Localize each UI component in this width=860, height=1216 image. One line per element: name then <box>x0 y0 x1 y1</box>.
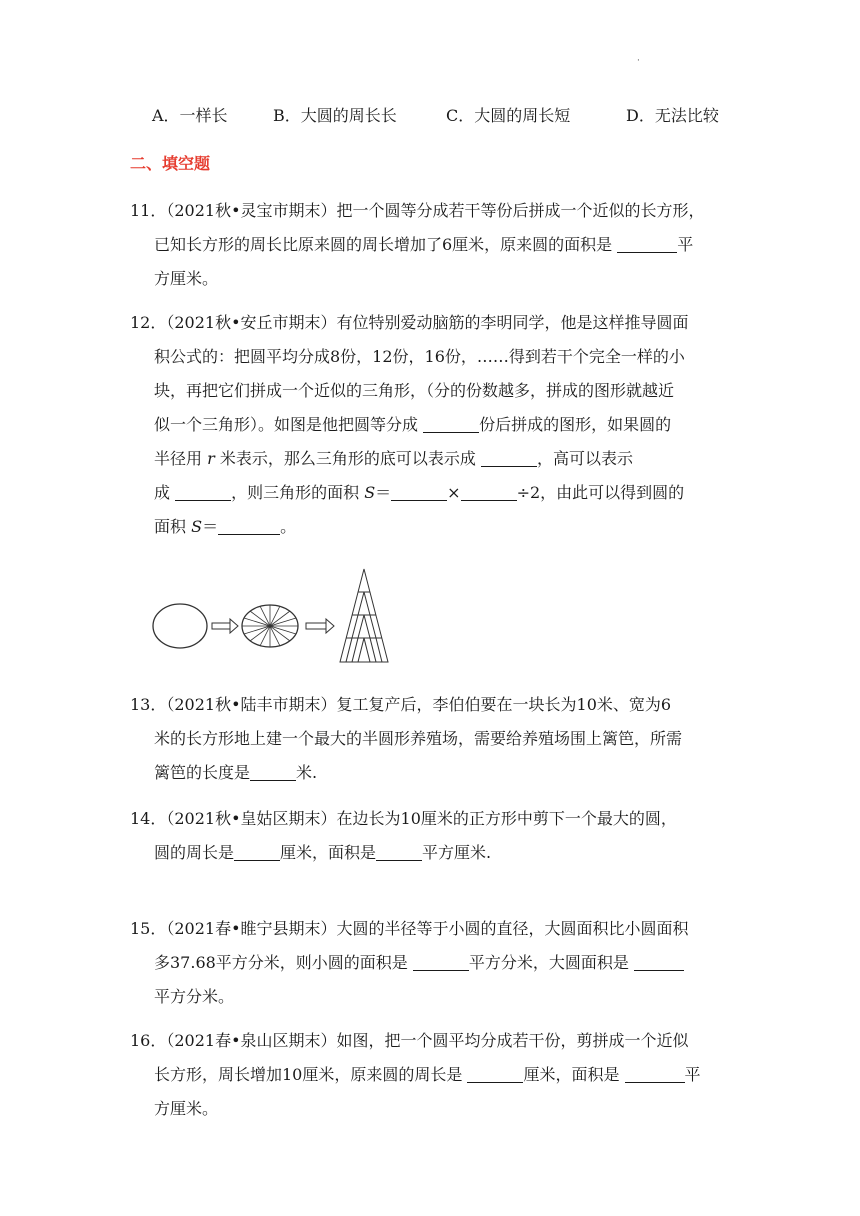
option-a: A．一样长 <box>152 106 228 125</box>
answer-blank[interactable] <box>481 446 537 467</box>
q14-line-1: 14．（2021秋•皇姑区期末）在边长为10厘米的正方形中剪下一个最大的圆， <box>130 809 677 828</box>
q16-line-3: 方厘米。 <box>154 1099 219 1118</box>
q13-line-3: 篱笆的长度是 米. <box>130 756 730 790</box>
answer-blank[interactable] <box>234 840 280 861</box>
q11-line-2: 已知长方形的周长比原来圆的周长增加了6厘米，原来圆的面积是 平 <box>130 228 730 262</box>
question-12 <box>130 306 730 544</box>
segmented-circle-shape <box>242 605 298 647</box>
q12-line-2: 积公式的：把圆平均分成8份，12份，16份，……得到若干个完全一样的小 <box>154 347 685 366</box>
q12-line-7: 面积 S＝ 。 <box>130 510 730 544</box>
question-11 <box>130 194 730 296</box>
section-title: 二、填空题 <box>130 154 211 173</box>
q15-line-3: 平方分米。 <box>154 987 235 1006</box>
answer-blank[interactable] <box>423 412 479 433</box>
q11-line-1: 11．（2021秋•灵宝市期末）把一个圆等分成若干等份后拼成一个近似的长方形， <box>130 201 705 220</box>
answer-blank[interactable] <box>250 760 296 781</box>
q12-line-1: 12．（2021秋•安丘市期末）有位特别爱动脑筋的李明同学，他是这样推导圆面 <box>130 313 689 332</box>
question-16 <box>130 1024 730 1126</box>
q12-line-5: 半径用 r 米表示，那么三角形的底可以表示成 ，高可以表示 <box>130 442 730 476</box>
answer-blank[interactable] <box>617 232 677 253</box>
arrow-right-icon <box>306 619 334 633</box>
q12-line-4: 似一个三角形）。如图是他把圆等分成 份后拼成的图形，如果圆的 <box>130 408 730 442</box>
q13-line-2: 米的长方形地上建一个最大的半圆形养殖场，需要给养殖场围上篱笆，所需 <box>154 729 683 748</box>
q15-line-1: 15．（2021春•睢宁县期末）大圆的半径等于小圆的直径，大圆面积比小圆面积 <box>130 919 689 938</box>
option-b: B．大圆的周长长 <box>273 106 397 125</box>
triangle-shape <box>340 569 388 662</box>
q15-line-2: 多37.68平方分米，则小圆的面积是 平方分米，大圆面积是 <box>130 946 730 980</box>
answer-blank[interactable] <box>467 1062 523 1083</box>
q11-line-3: 方厘米。 <box>154 269 219 288</box>
option-c: C．大圆的周长短 <box>446 106 571 125</box>
answer-blank[interactable] <box>461 480 517 501</box>
question-14 <box>130 802 730 870</box>
q14-line-2: 圆的周长是 厘米，面积是 平方厘米. <box>130 836 730 870</box>
header-dot: · <box>637 56 640 66</box>
answer-blank[interactable] <box>175 480 231 501</box>
arrow-right-icon <box>212 619 238 633</box>
option-d: D．无法比较 <box>626 106 719 125</box>
circle-to-triangle-figure <box>150 566 410 666</box>
q13-line-1: 13．（2021秋•陆丰市期末）复工复产后，李伯伯要在一块长为10米、宽为6 <box>130 695 672 714</box>
answer-blank[interactable] <box>634 950 684 971</box>
circle-shape <box>153 604 207 648</box>
answer-blank[interactable] <box>376 840 422 861</box>
q12-line-3: 块，再把它们拼成一个近似的三角形，（分的份数越多，拼成的图形就越近 <box>154 381 675 400</box>
question-15 <box>130 912 730 1014</box>
q16-line-2: 长方形，周长增加10厘米，原来圆的周长是 厘米，面积是 平 <box>130 1058 730 1092</box>
q12-line-6: 成 ，则三角形的面积 S＝ × ÷2，由此可以得到圆的 <box>130 476 730 510</box>
question-13 <box>130 688 730 790</box>
answer-blank[interactable] <box>625 1062 685 1083</box>
q16-line-1: 16．（2021春•泉山区期末）如图，把一个圆平均分成若干份，剪拼成一个近似 <box>130 1031 689 1050</box>
answer-blank[interactable] <box>413 950 469 971</box>
answer-blank[interactable] <box>218 514 280 535</box>
answer-blank[interactable] <box>391 480 447 501</box>
